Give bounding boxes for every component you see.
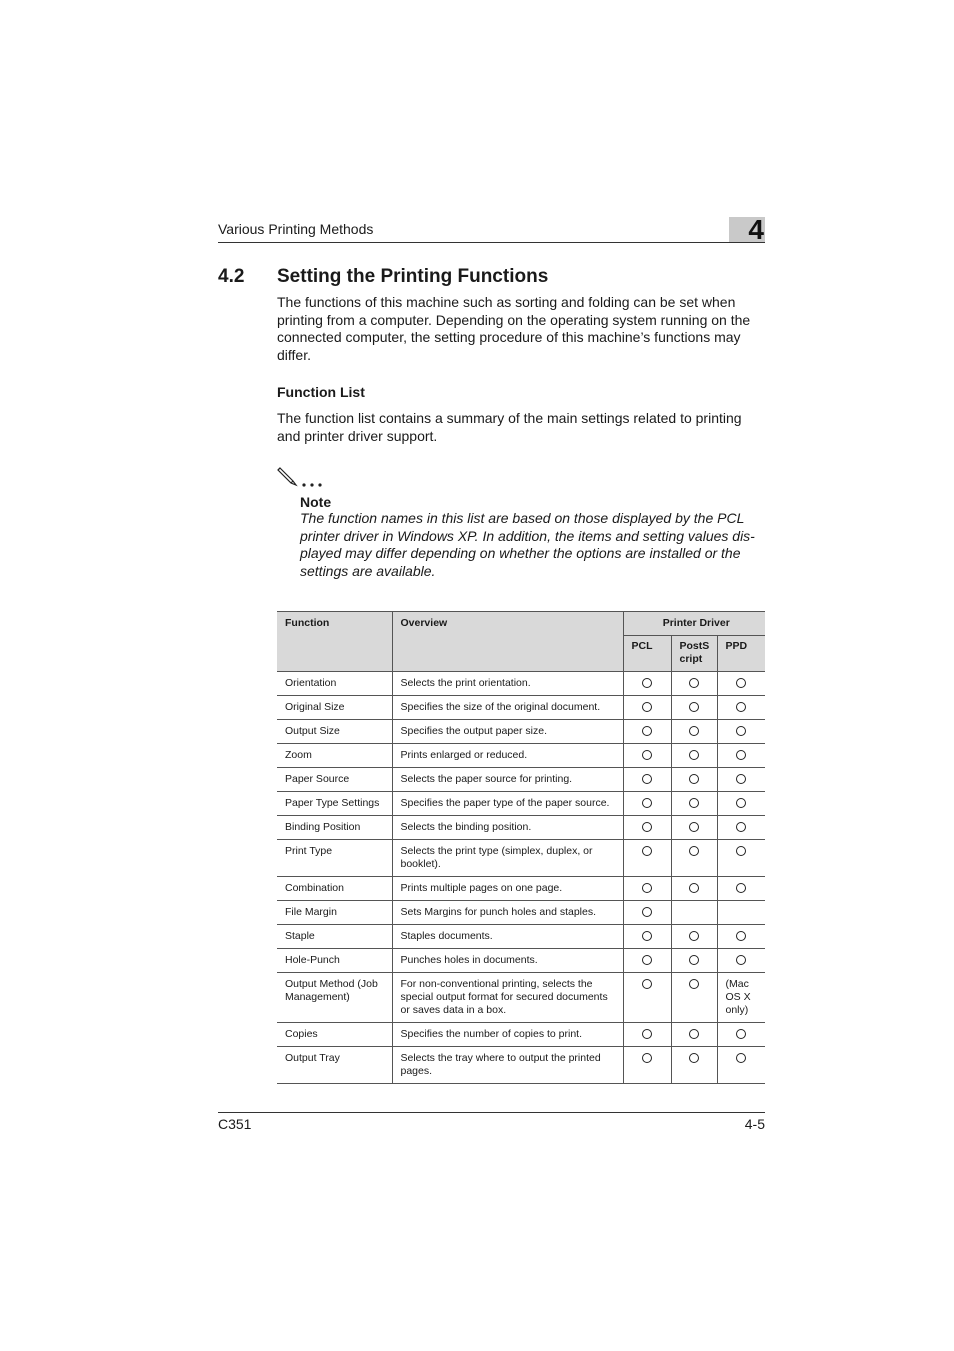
pcl-support-cell <box>623 792 671 816</box>
postscript-support-cell <box>671 672 717 696</box>
supported-circle-icon <box>736 883 746 893</box>
function-name-cell: Print Type <box>277 840 392 877</box>
function-name-cell: Combination <box>277 877 392 901</box>
ppd-support-cell <box>717 792 765 816</box>
postscript-support-cell <box>671 696 717 720</box>
pcl-support-cell <box>623 840 671 877</box>
supported-circle-icon <box>642 1029 652 1039</box>
overview-cell: Sets Margins for punch holes and staples. <box>392 901 623 925</box>
column-header-function: Function <box>277 612 392 672</box>
supported-circle-icon <box>736 955 746 965</box>
supported-circle-icon <box>736 846 746 856</box>
pcl-support-cell <box>623 901 671 925</box>
note-label: Note <box>300 494 332 510</box>
pencil-note-icon <box>277 465 327 489</box>
pcl-support-cell <box>623 816 671 840</box>
postscript-support-cell <box>671 1047 717 1084</box>
table-row <box>277 720 765 744</box>
column-header-postscript: PostS cript <box>671 636 717 672</box>
table-row <box>277 768 765 792</box>
function-name-cell: Original Size <box>277 696 392 720</box>
section-title: Setting the Printing Functions <box>277 266 549 287</box>
pcl-support-cell <box>623 720 671 744</box>
ppd-support-cell <box>717 925 765 949</box>
supported-circle-icon <box>689 774 699 784</box>
section-number: 4.2 <box>218 266 245 287</box>
ppd-support-cell <box>717 744 765 768</box>
header-title: Various Printing Methods <box>218 221 374 237</box>
supported-circle-icon <box>642 750 652 760</box>
supported-circle-icon <box>736 774 746 784</box>
table-row <box>277 744 765 768</box>
table-row <box>277 973 765 1023</box>
table-row <box>277 1047 765 1084</box>
supported-circle-icon <box>689 979 699 989</box>
pcl-support-cell <box>623 768 671 792</box>
postscript-support-cell <box>671 792 717 816</box>
table-row <box>277 840 765 877</box>
overview-cell: Specifies the number of copies to print. <box>392 1023 623 1047</box>
postscript-support-cell <box>671 720 717 744</box>
column-header-pcl: PCL <box>623 636 671 672</box>
supported-circle-icon <box>642 955 652 965</box>
supported-circle-icon <box>689 678 699 688</box>
supported-circle-icon <box>642 774 652 784</box>
footer-model: C351 <box>218 1116 252 1132</box>
supported-circle-icon <box>689 955 699 965</box>
supported-circle-icon <box>642 883 652 893</box>
supported-circle-icon <box>736 726 746 736</box>
function-list-description: The function list contains a summary of the main settings related to printing and printer driver support. <box>277 410 742 444</box>
function-name-cell: Paper Source <box>277 768 392 792</box>
column-header-ppd: PPD <box>717 636 765 672</box>
postscript-support-cell <box>671 744 717 768</box>
supported-circle-icon <box>736 702 746 712</box>
overview-cell: Prints multiple pages on one page. <box>392 877 623 901</box>
pcl-support-cell <box>623 744 671 768</box>
overview-cell: Punches holes in documents. <box>392 949 623 973</box>
supported-circle-icon <box>736 798 746 808</box>
supported-circle-icon <box>689 1029 699 1039</box>
supported-circle-icon <box>736 678 746 688</box>
function-name-cell: Output Tray <box>277 1047 392 1084</box>
ppd-support-cell <box>717 901 765 925</box>
postscript-support-cell <box>671 1023 717 1047</box>
overview-cell: Selects the print orientation. <box>392 672 623 696</box>
supported-circle-icon <box>642 798 652 808</box>
supported-circle-icon <box>689 798 699 808</box>
supported-circle-icon <box>642 979 652 989</box>
pcl-support-cell <box>623 696 671 720</box>
function-name-cell: Binding Position <box>277 816 392 840</box>
table-row <box>277 1023 765 1047</box>
pcl-support-cell <box>623 925 671 949</box>
supported-circle-icon <box>689 883 699 893</box>
pcl-support-cell <box>623 877 671 901</box>
supported-circle-icon <box>736 750 746 760</box>
column-header-printer-driver: Printer Driver <box>623 612 765 636</box>
supported-circle-icon <box>736 822 746 832</box>
overview-cell: Staples documents. <box>392 925 623 949</box>
supported-circle-icon <box>642 907 652 917</box>
supported-circle-icon <box>689 846 699 856</box>
function-name-cell: Copies <box>277 1023 392 1047</box>
ppd-support-cell <box>717 672 765 696</box>
function-name-cell: Orientation <box>277 672 392 696</box>
overview-cell: Prints enlarged or reduced. <box>392 744 623 768</box>
supported-circle-icon <box>736 1053 746 1063</box>
intro-paragraph: The functions of this machine such as sorting and folding can be set when printing from a computer. Depending on the operating system running on the connected computer, the setting procedure of this machine’s functions may differ. <box>277 294 751 364</box>
postscript-support-cell <box>671 768 717 792</box>
postscript-support-cell <box>671 816 717 840</box>
ppd-support-cell <box>717 816 765 840</box>
subheading: Function List <box>277 384 365 400</box>
supported-circle-icon <box>642 702 652 712</box>
footer-rule <box>218 1112 765 1113</box>
footer-page-number: 4-5 <box>744 1116 765 1132</box>
chapter-tab <box>729 214 765 245</box>
function-name-cell: Staple <box>277 925 392 949</box>
table-row <box>277 925 765 949</box>
supported-circle-icon <box>689 702 699 712</box>
pcl-support-cell <box>623 1047 671 1084</box>
overview-cell: Specifies the output paper size. <box>392 720 623 744</box>
table-row <box>277 816 765 840</box>
note-text: The function names in this list are based on those displayed by the PCL printer driver in Windows XP. In addition, the items and setting values dis-played may differ depending on whether the options are installed or the settings are available. <box>300 510 755 580</box>
overview-cell: Specifies the paper type of the paper source. <box>392 792 623 816</box>
table-row <box>277 696 765 720</box>
ppd-support-cell <box>717 696 765 720</box>
pcl-support-cell <box>623 1023 671 1047</box>
pcl-support-cell <box>623 672 671 696</box>
ppd-note: (Mac OS X only) <box>725 978 751 1016</box>
supported-circle-icon <box>736 931 746 941</box>
running-header <box>218 214 765 245</box>
pcl-support-cell <box>623 973 671 1023</box>
function-name-cell: Output Size <box>277 720 392 744</box>
table-row <box>277 949 765 973</box>
supported-circle-icon <box>689 822 699 832</box>
supported-circle-icon <box>642 1053 652 1063</box>
overview-cell: For non-conventional printing, selects the special output format for secured documents or saves data in a box. <box>392 973 623 1023</box>
ppd-support-cell <box>717 840 765 877</box>
supported-circle-icon <box>642 678 652 688</box>
postscript-support-cell <box>671 973 717 1023</box>
ppd-support-cell <box>717 1023 765 1047</box>
postscript-support-cell <box>671 877 717 901</box>
overview-cell: Specifies the size of the original document. <box>392 696 623 720</box>
supported-circle-icon <box>689 1053 699 1063</box>
supported-circle-icon <box>689 931 699 941</box>
postscript-support-cell <box>671 949 717 973</box>
supported-circle-icon <box>642 931 652 941</box>
ppd-support-cell <box>717 949 765 973</box>
supported-circle-icon <box>642 846 652 856</box>
function-list-table <box>277 611 765 1084</box>
function-name-cell: Hole-Punch <box>277 949 392 973</box>
overview-cell: Selects the print type (simplex, duplex, or booklet). <box>392 840 623 877</box>
postscript-support-cell <box>671 901 717 925</box>
ppd-support-cell <box>717 720 765 744</box>
table-row <box>277 672 765 696</box>
function-name-cell: Output Method (Job Management) <box>277 973 392 1023</box>
overview-cell: Selects the binding position. <box>392 816 623 840</box>
supported-circle-icon <box>642 822 652 832</box>
table-row <box>277 901 765 925</box>
postscript-support-cell <box>671 925 717 949</box>
overview-cell: Selects the paper source for printing. <box>392 768 623 792</box>
table-row <box>277 792 765 816</box>
function-name-cell: Zoom <box>277 744 392 768</box>
supported-circle-icon <box>689 726 699 736</box>
ppd-support-cell <box>717 768 765 792</box>
chapter-number: 4 <box>748 214 764 245</box>
supported-circle-icon <box>689 750 699 760</box>
ppd-support-cell <box>717 1047 765 1084</box>
function-name-cell: Paper Type Settings <box>277 792 392 816</box>
supported-circle-icon <box>736 1029 746 1039</box>
function-name-cell: File Margin <box>277 901 392 925</box>
postscript-support-cell <box>671 840 717 877</box>
supported-circle-icon <box>642 726 652 736</box>
pcl-support-cell <box>623 949 671 973</box>
ppd-support-cell <box>717 877 765 901</box>
ppd-support-cell <box>717 973 765 1023</box>
overview-cell: Selects the tray where to output the printed pages. <box>392 1047 623 1084</box>
table-row <box>277 877 765 901</box>
column-header-overview: Overview <box>392 612 623 672</box>
